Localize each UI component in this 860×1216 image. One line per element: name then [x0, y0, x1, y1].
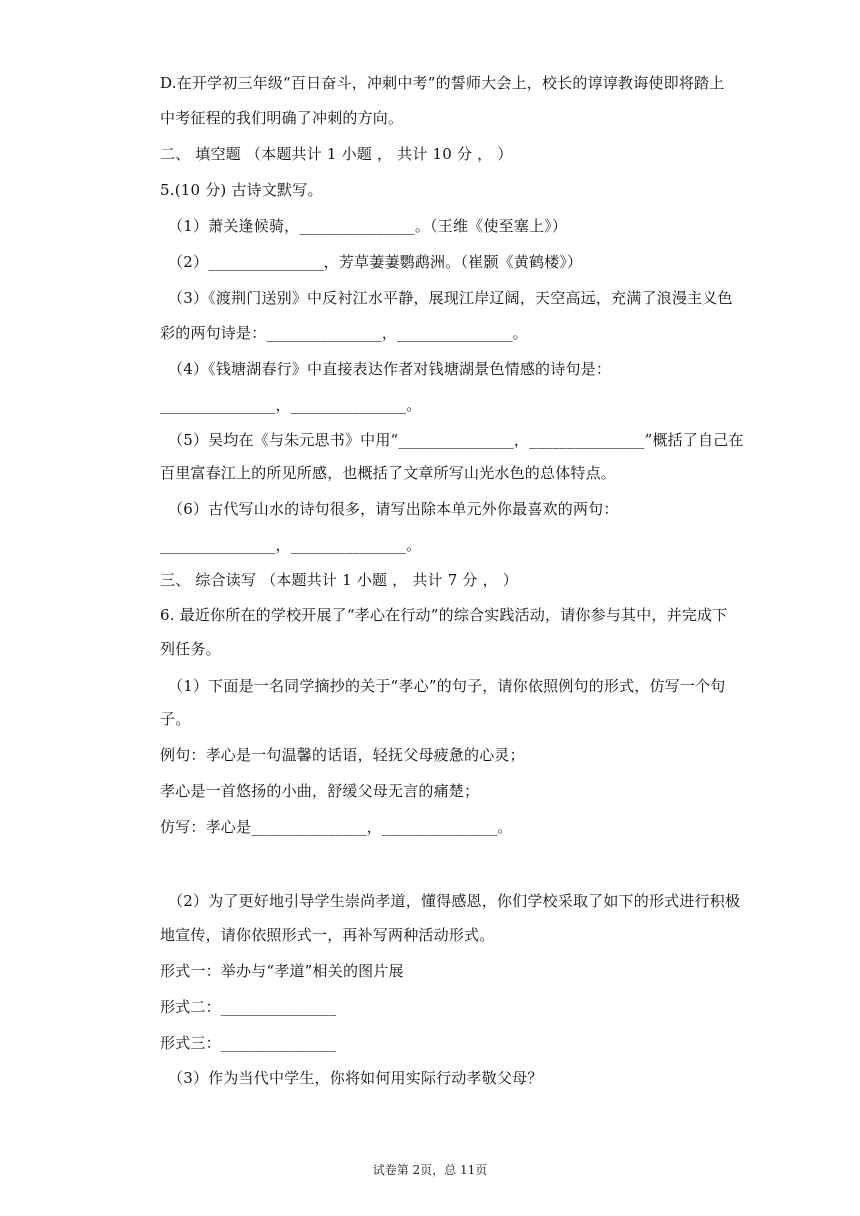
option-d-line-2: 中考征程的我们明确了冲刺的方向。: [160, 109, 404, 127]
q5-item-3-line-2: 彩的两句诗是：_______________，_______________。: [160, 324, 528, 342]
section-heading-reading-writing: 三、 综合读写 （本题共计 1 小题 ， 共计 7 分 ， ）: [160, 571, 518, 589]
q6-imitation-line: 仿写：孝心是_______________，_______________。: [160, 818, 513, 836]
q6-task-2-line-2: 地宣传，请你依照形式一，再补写两种活动形式。: [160, 926, 495, 944]
q5-item-4-line-2: _______________，_______________。: [160, 396, 422, 414]
q6-example-line-1: 例句：孝心是一句温馨的话语，轻抚父母疲惫的心灵；: [160, 746, 525, 764]
q5-item-6-line-2: _______________，_______________。: [160, 536, 422, 554]
q6-form-1: 形式一：举办与“孝道”相关的图片展: [160, 962, 404, 980]
question-6-line-2: 列任务。: [160, 640, 221, 658]
q5-item-1: （1）萧关逢候骑，_______________。（王维《使至塞上》）: [168, 217, 568, 235]
page-footer: 试卷第 2页，总 11页: [372, 1163, 488, 1177]
q6-task-3: （3）作为当代中学生，你将如何用实际行动孝敬父母？: [168, 1069, 543, 1087]
q6-example-line-2: 孝心是一首悠扬的小曲，舒缓父母无言的痛楚；: [160, 782, 480, 800]
q5-item-5-line-1: （5）吴均在《与朱元思书》中用“_______________，_______________”概括了自己在: [168, 431, 744, 449]
q5-item-5-line-2: 百里富春江上的所见所感，也概括了文章所写山光水色的总体特点。: [160, 464, 617, 482]
section-heading-fill-in: 二、 填空题 （本题共计 1 小题 ， 共计 10 分 ， ）: [160, 145, 513, 163]
q5-item-4-line-1: （4）《钱塘湖春行》中直接表达作者对钱塘湖景色情感的诗句是：: [168, 360, 612, 378]
option-d-line-1: D.在开学初三年级“百日奋斗，冲刺中考”的誓师大会上，校长的谆谆教诲使即将踏上: [160, 74, 725, 92]
q6-form-3: 形式三：_______________: [160, 1034, 337, 1052]
q6-task-1-line-2: 子。: [160, 710, 191, 728]
question-5-title: 5.(10 分) 古诗文默写。: [160, 181, 323, 199]
q6-task-1-line-1: （1）下面是一名同学摘抄的关于“孝心”的句子，请你依照例句的形式，仿写一个句: [168, 677, 726, 695]
q5-item-2: （2）_______________，芳草萋萋鹦鹉洲。（崔颢《黄鹤楼》）: [168, 253, 583, 271]
q6-task-2-line-1: （2）为了更好地引导学生崇尚孝道，懂得感恩，你们学校采取了如下的形式进行积极: [168, 892, 741, 910]
question-6-line-1: 6. 最近你所在的学校开展了“孝心在行动”的综合实践活动，请你参与其中，并完成下: [160, 606, 728, 624]
q6-form-2: 形式二：_______________: [160, 998, 337, 1016]
q5-item-6-line-1: （6）古代写山水的诗句很多，请写出除本单元外你最喜欢的两句：: [168, 500, 619, 518]
q5-item-3-line-1: （3）《渡荆门送别》中反衬江水平静，展现江岸辽阔，天空高远，充满了浪漫主义色: [168, 289, 733, 307]
